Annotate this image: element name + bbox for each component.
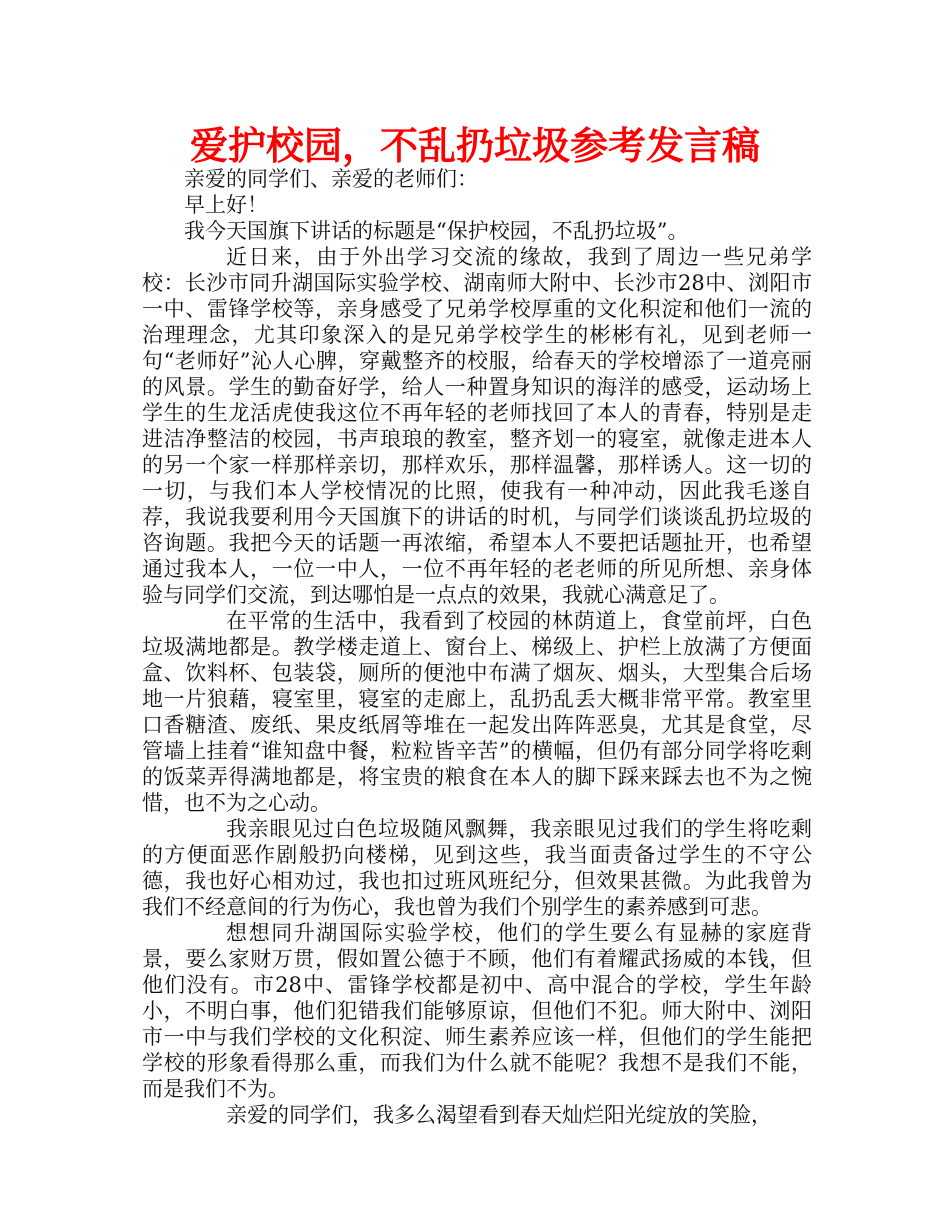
paragraph-closing: 亲爱的同学们，我多么渴望看到春天灿烂阳光绽放的笑脸， — [226, 1103, 772, 1127]
paragraph-witness: 我亲眼见过白色垃圾随风飘舞，我亲眼见过我们的学生将吃剩的方便面恶作剧般扔向楼梯，见到这些，我当面责备过学生的不守公德，我也好心相劝过，我也扣过班风班纪分，但效果甚微。为此我曾为我们不经意间的行为伤心，我也曾为我们个别学生的素养感到可悲。 — [142, 817, 812, 919]
document-title: 爱护校园，不乱扔垃圾参考发言稿 — [189, 123, 760, 168]
paragraph-visits: 近日来，由于外出学习交流的缘故，我到了周边一些兄弟学校：长沙市同升湖国际实验学校、湖南师大附中、长沙市28中、浏阳市一中、雷锋学校等，亲身感受了兄弟学校厚重的文化积淀和他们一流的治理理念，尤其印象深入的是兄弟学校学生的彬彬有礼，见到老师一句“老师好”沁人心脾，穿戴整齐的校服，给春天的学校增添了一道亮丽的风景。学生的勤奋好学，给人一种置身知识的海洋的感受，运动场上学生的生龙活虎使我这位不再年轻的老师找回了本人的青春，特别是走进洁净整洁的校园，书声琅琅的教室，整齐划一的寝室，就像走进本人的另一个家一样那样亲切，那样欢乐，那样温馨，那样诱人。这一切的一切，与我们本人学校情况的比照，使我有一种冲动，因此我毛遂自荐，我说我要利用今天国旗下的讲话的时机，与同学们谈谈乱扔垃圾的咨询题。我把今天的话题一再浓缩，希望本人不要把话题扯开，也希望通过我本人，一位一中人，一位不再年轻的老老师的所见所想、亲身体验与同学们交流，到达哪怕是一点点的效果，我就心满意足了。 — [142, 245, 812, 607]
paragraph-comparison: 想想同升湖国际实验学校，他们的学生要么有显赫的家庭背景，要么家财万贯，假如置公德于不顾，他们有着耀武扬威的本钱，但他们没有。市28中、雷锋学校都是初中、高中混合的学校，学生年龄小，不明白事，他们犯错我们能够原谅，但他们不犯。师大附中、浏阳市一中与我们学校的文化积淀、师生素养应该一样，但他们的学生能把学校的形象看得那么重，而我们为什么就不能呢？我想不是我们不能，而是我们不为。 — [142, 921, 812, 1101]
document-body — [142, 166, 812, 1128]
morning-line: 早上好！ — [184, 193, 268, 217]
paragraph-intro: 我今天国旗下讲话的标题是“保护校园，不乱扔垃圾”。 — [184, 219, 689, 243]
greeting-line: 亲爱的同学们、亲爱的老师们： — [184, 167, 478, 191]
paragraph-observations: 在平常的生活中，我看到了校园的林荫道上，食堂前坪，白色垃圾满地都是。教学楼走道上、窗台上、梯级上、护栏上放满了方便面盒、饮料杯、包装袋，厕所的便池中布满了烟灰、烟头，大型集合后场地一片狼藉，寝室里，寝室的走廊上，乱扔乱丢大概非常平常。教室里口香糖渣、废纸、果皮纸屑等堆在一起发出阵阵恶臭，尤其是食堂，尽管墙上挂着“谁知盘中餐，粒粒皆辛苦”的横幅，但仍有部分同学将吃剩的饭菜弄得满地都是，将宝贵的粮食在本人的脚下踩来踩去也不为之惋惜，也不为之心动。 — [142, 609, 812, 815]
